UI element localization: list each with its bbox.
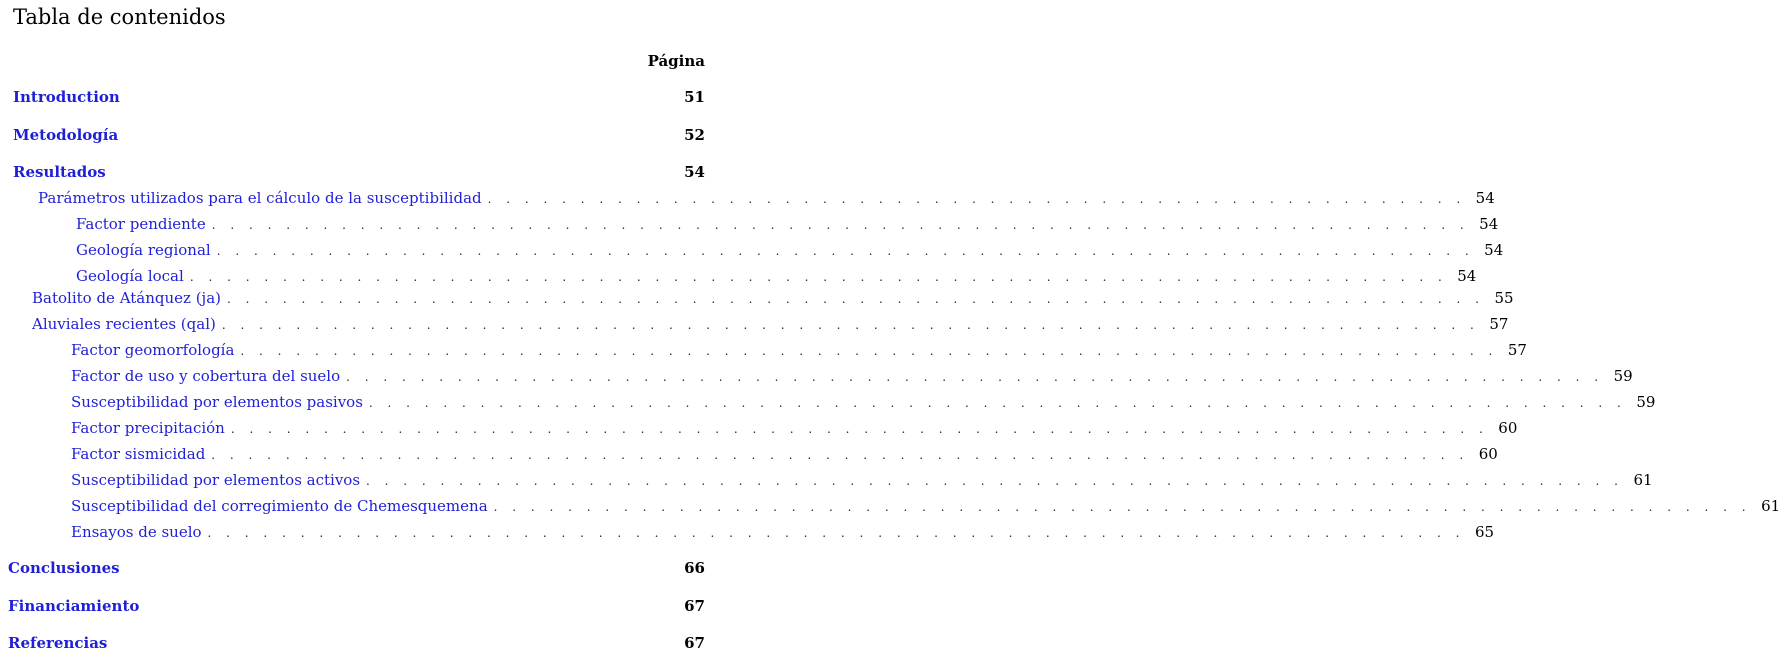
toc-entry-factor-pendiente[interactable] [76,213,1499,235]
toc-entry-geologia-regional[interactable] [76,239,1504,261]
toc-entry-geologia-local[interactable] [76,265,1477,287]
toc-entry-susceptibilidad-pasivos[interactable] [71,391,1656,413]
toc-entry-label[interactable]: Susceptibilidad del corregimiento de Chemesquemena [71,497,488,515]
toc-entry-factor-precipitacion[interactable] [71,417,1518,439]
toc-entry-factor-uso-suelo[interactable] [71,365,1633,387]
toc-leader-dots: . . . . . . . . . . . . . . . . . . . . . . . . . . . . . . . . . . . . . . . . . . . . . . . . . . . . . . . . . . . . . . . . . . . . [240,344,1498,358]
toc-entry-label[interactable]: Factor de uso y cobertura del suelo [71,367,341,385]
toc-entry-page: 61 [1633,471,1653,489]
toc-entry-page: 67 [684,597,705,615]
toc-entry-batolito[interactable] [32,287,1514,309]
toc-leader-dots: . . . . . . . . . . . . . . . . . . . . . . . . . . . . . . . . . . . . . . . . . . . . . . . . . . . . . . . . . . . . . . . . . . . . [216,244,1475,258]
toc-entry-page: 52 [684,126,705,144]
toc-entry-page: 67 [684,634,705,652]
toc-entry-label[interactable]: Factor sismicidad [71,445,206,463]
toc-entry-label[interactable]: Batolito de Atánquez (ja) [32,289,222,307]
toc-entry-page: 57 [1507,341,1527,359]
toc-entry-label[interactable]: Factor geomorfología [71,341,235,359]
toc-entry-label[interactable]: Referencias [8,634,108,652]
toc-entry-page: 54 [1475,189,1495,207]
toc-entry-label[interactable]: Introduction [13,88,120,106]
toc-leader-dots: . . . . . . . . . . . . . . . . . . . . . . . . . . . . . . . . . . . . . . . . . . . . . . . . . . . . . . . . . . . . . . . . . . . . [230,422,1489,436]
toc-entry-label[interactable]: Resultados [13,163,106,181]
toc-entry-page: 61 [1761,497,1780,515]
toc-entry-page: 54 [1484,241,1504,259]
toc-entry-aluviales[interactable] [32,313,1509,335]
toc-entry-page: 65 [1475,523,1495,541]
toc-entry-susceptibilidad-activos[interactable] [71,469,1653,491]
toc-leader-dots: . . . . . . . . . . . . . . . . . . . . . . . . . . . . . . . . . . . . . . . . . . . . . . . . . . . . . . . . . . . . . . . . . . . . [211,218,1470,232]
toc-entry-referencias[interactable] [8,632,705,654]
toc-entry-factor-sismicidad[interactable] [71,443,1498,465]
toc-entry-introduction[interactable] [13,86,705,108]
toc-entry-page: 51 [684,88,705,106]
toc-entry-page: 60 [1498,419,1518,437]
toc-entry-label[interactable]: Factor precipitación [71,419,225,437]
toc-leader-dots: . . . . . . . . . . . . . . . . . . . . . . . . . . . . . . . . . . . . . . . . . . . . . . . . . . . . . . . . . . . . . . . . . . . . [189,270,1448,284]
toc-entry-parametros[interactable] [38,187,1495,209]
toc-entry-label[interactable]: Financiamiento [8,597,140,615]
toc-entry-financiamiento[interactable] [8,595,705,617]
toc-entry-label[interactable]: Susceptibilidad por elementos activos [71,471,361,489]
toc-entry-page: 59 [1636,393,1656,411]
toc-entry-page: 60 [1478,445,1498,463]
toc-entry-resultados[interactable] [13,161,705,183]
toc-entry-page: 54 [684,163,705,181]
toc-entry-label[interactable]: Parámetros utilizados para el cálculo de la susceptibilidad [38,189,482,207]
toc-entry-metodologia[interactable] [13,124,705,146]
toc-leader-dots: . . . . . . . . . . . . . . . . . . . . . . . . . . . . . . . . . . . . . . . . . . . . . . . . . . . . . [487,192,1466,206]
toc-leader-dots: . . . . . . . . . . . . . . . . . . . . . . . . . . . . . . . . . . . . . . . . . . . . . . . . . . . . . . . . . . . . . . . . . . . . [346,370,1604,384]
page-column-header: Página [647,52,705,70]
toc-entry-page: 55 [1494,289,1514,307]
toc-entry-page: 57 [1489,315,1509,333]
toc-entry-susceptibilidad-chemesquemena[interactable] [71,495,1780,517]
toc-entry-page: 54 [1457,267,1477,285]
toc-title: Tabla de contenidos [13,5,226,29]
toc-entry-label[interactable]: Geología local [76,267,184,285]
toc-leader-dots: . . . . . . . . . . . . . . . . . . . . . . . . . . . . . . . . . . . . . . . . . . . . . . . . . . . . . . . . . . . . . . . . . . . . [211,448,1469,462]
toc-entry-label[interactable]: Aluviales recientes (qal) [32,315,216,333]
toc-leader-dots: . . . . . . . . . . . . . . . . . . . . . . . . . . . . . . . . . . . . . . . . . . . . . . . . . . . . . . . . . . . . . . . . . . . . [227,292,1485,306]
toc-entry-label[interactable]: Geología regional [76,241,211,259]
toc-entry-conclusiones[interactable] [8,557,705,579]
toc-entry-page: 54 [1479,215,1499,233]
toc-leader-dots: . . . . . . . . . . . . . . . . . . . . . . . . . . . . . . . . . . . . . . . . . . . . . . . . . . . . . . . . . . . . . . . . . . . . [221,318,1480,332]
toc-leader-dots: . . . . . . . . . . . . . . . . . . . . . . . . . . . . . . . . . . . . . . . . . . . . . . . . . . . . . . . . . . . . . . . . . . . . [493,500,1752,514]
toc-entry-label[interactable]: Metodología [13,126,119,144]
toc-entry-label[interactable]: Conclusiones [8,559,120,577]
toc-entry-label[interactable]: Ensayos de suelo [71,523,202,541]
toc-entry-label[interactable]: Factor pendiente [76,215,206,233]
toc-entry-ensayos-suelo[interactable] [71,521,1495,543]
toc-entry-label[interactable]: Susceptibilidad por elementos pasivos [71,393,363,411]
toc-leader-dots: . . . . . . . . . . . . . . . . . . . . . . . . . . . . . . . . . . . . . . . . . . . . . . . . . . . . . . . . . . . . . . . . . . . . [368,396,1627,410]
toc-entry-page: 66 [684,559,705,577]
toc-entry-factor-geomorfologia[interactable] [71,339,1527,361]
toc-leader-dots: . . . . . . . . . . . . . . . . . . . . . . . . . . . . . . . . . . . . . . . . . . . . . . . . . . . . . . . . . . . . . . . . . . . . [207,526,1465,540]
toc-leader-dots: . . . . . . . . . . . . . . . . . . . . . . . . . . . . . . . . . . . . . . . . . . . . . . . . . . . . . . . . . . . . . . . . . . . . [366,474,1624,488]
toc-entry-page: 59 [1613,367,1633,385]
